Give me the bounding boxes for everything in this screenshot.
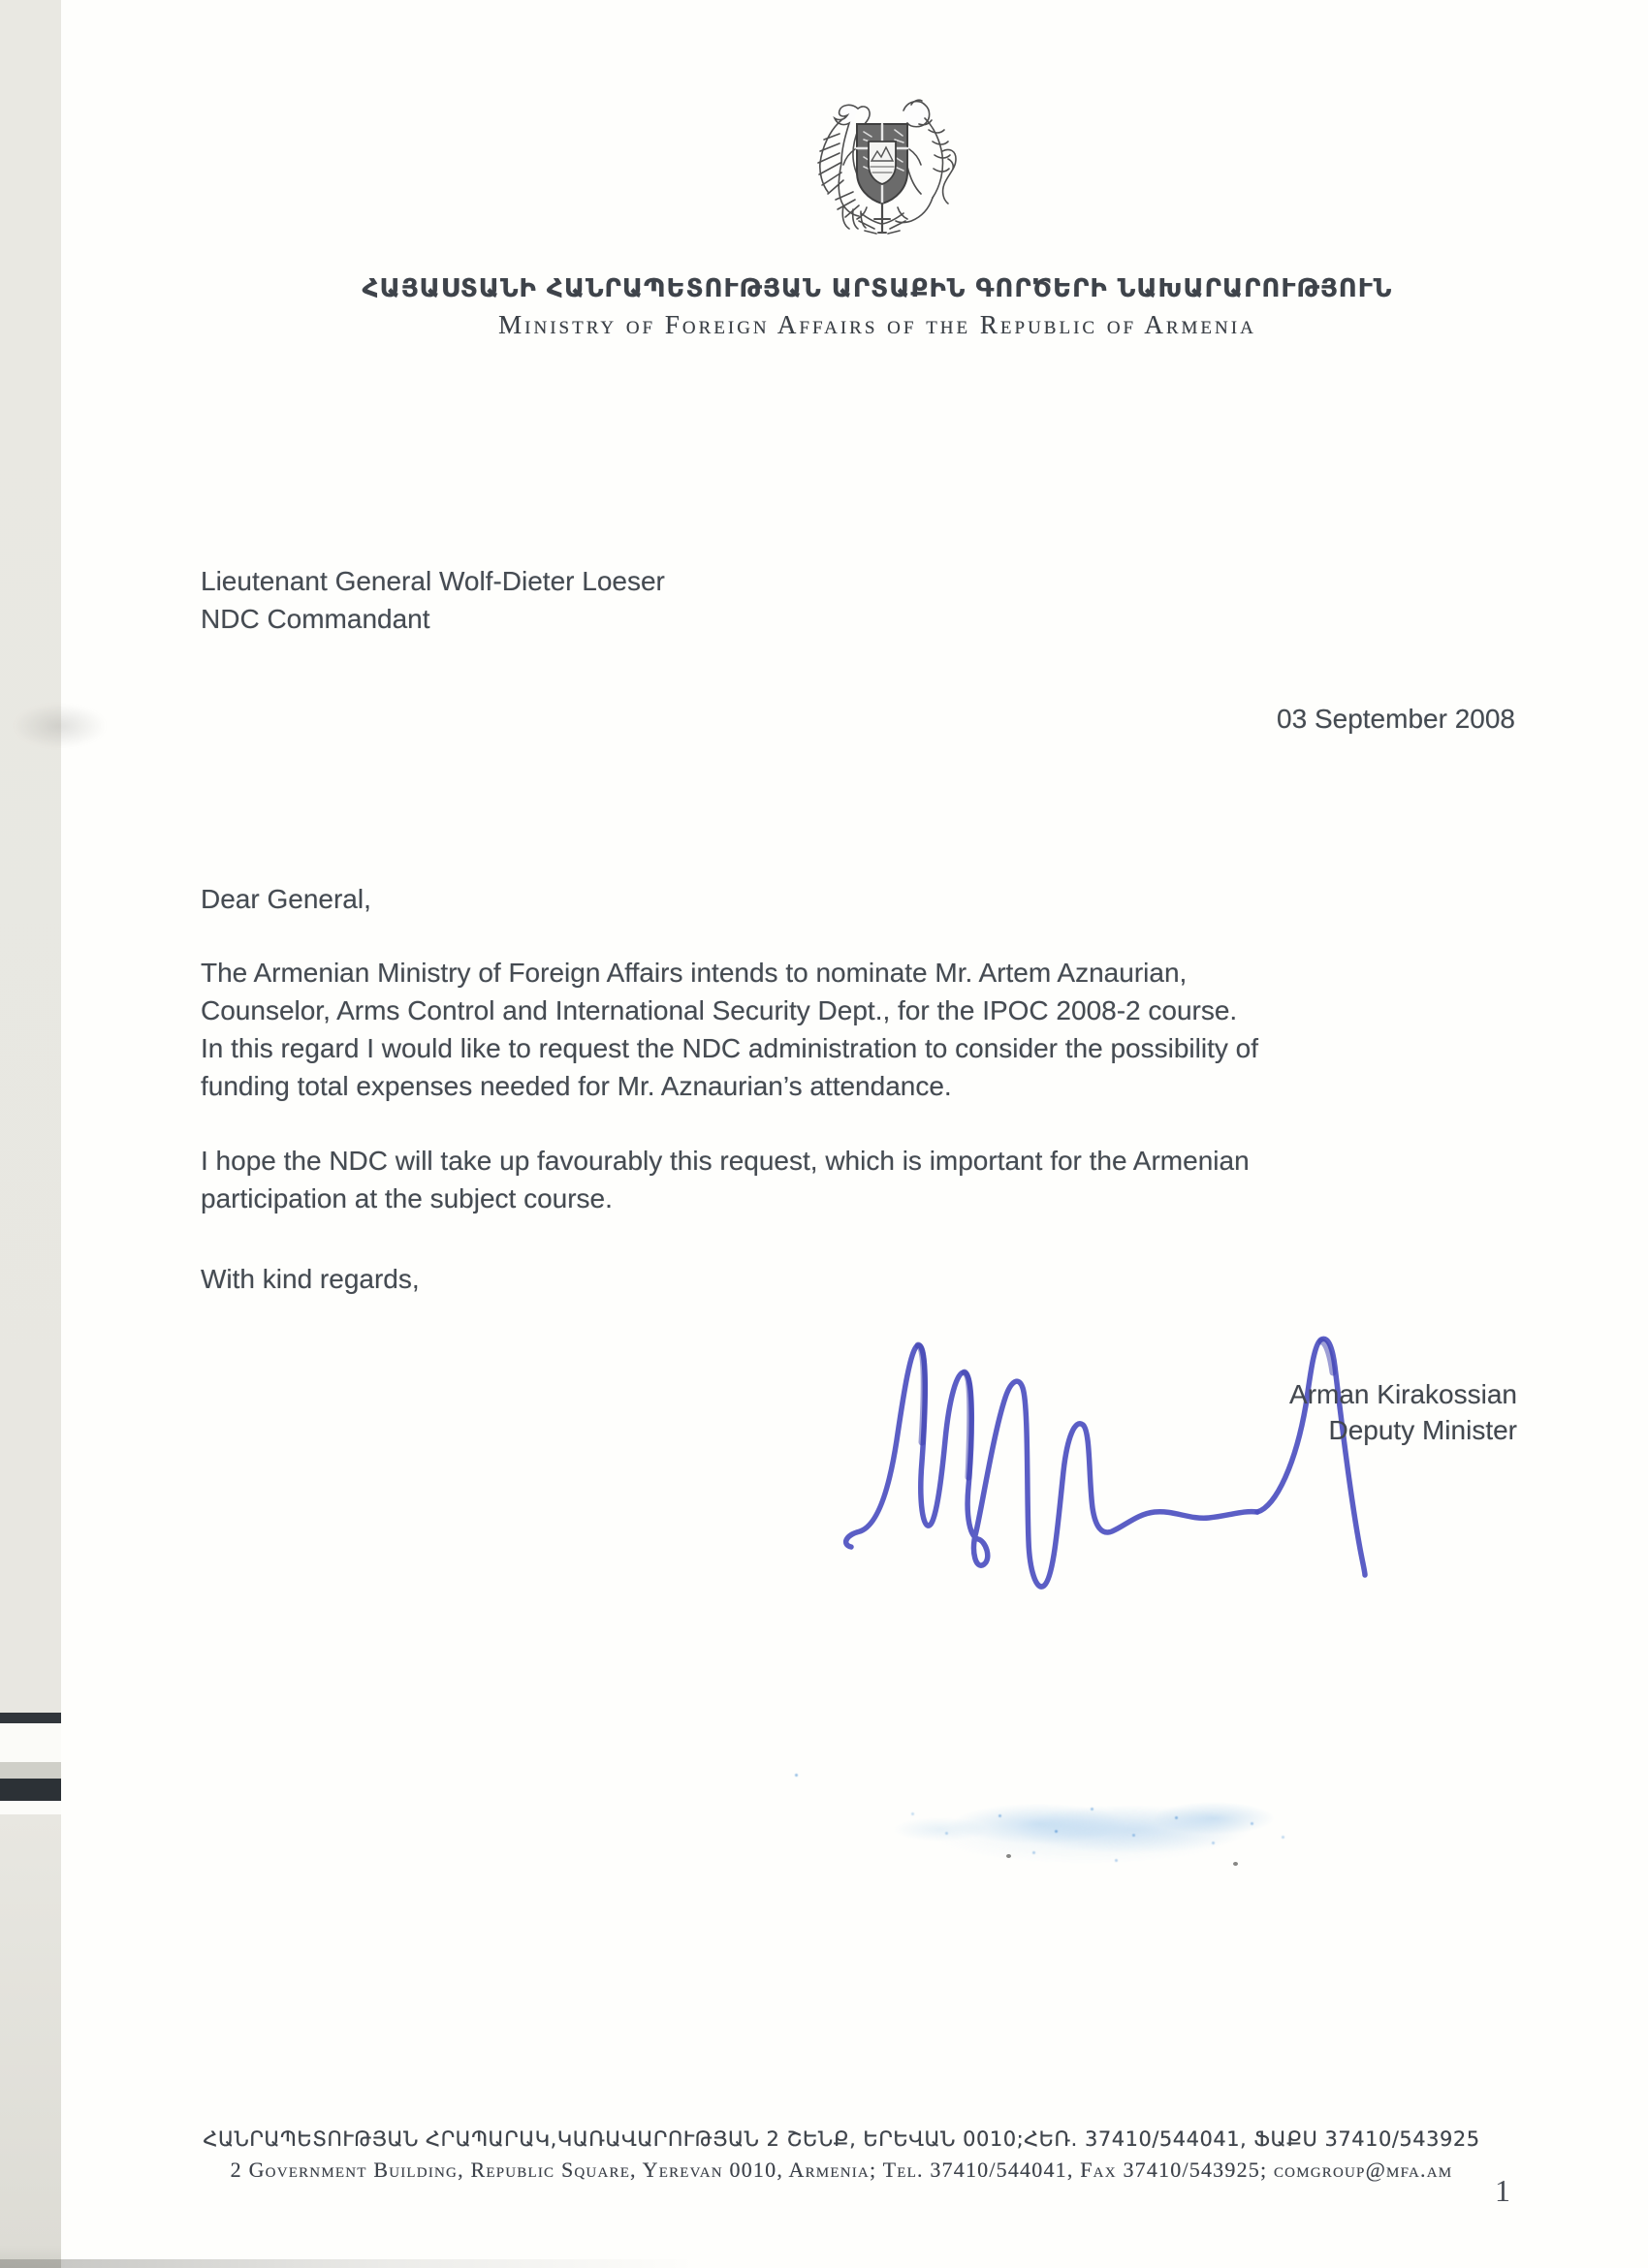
paragraph-1-line: In this regard I would like to request the NDC administration to consider the possibility of <box>201 1033 1258 1063</box>
signatory-block <box>1066 1376 1517 1448</box>
scan-band-dark <box>0 1713 61 1723</box>
scan-smudge <box>14 704 107 748</box>
scan-band-white <box>0 1723 61 1762</box>
scan-fleck <box>1006 1854 1011 1858</box>
letterhead <box>204 272 1551 344</box>
paragraph-1-line: Counselor, Arms Control and International Security Dept., for the IPOC 2008-2 course. <box>201 995 1238 1025</box>
scan-fleck <box>1233 1862 1238 1866</box>
scan-edge-strip <box>0 0 61 2268</box>
footer <box>0 2125 1648 2186</box>
recipient-role: NDC Commandant <box>201 604 430 634</box>
handwritten-signature-icon <box>829 1316 1459 1597</box>
paragraph-1-line: funding total expenses needed for Mr. Aznaurian’s attendance. <box>201 1071 952 1101</box>
recipient-name: Lieutenant General Wolf-Dieter Loeser <box>201 566 665 596</box>
salutation: Dear General, <box>201 884 371 914</box>
footer-english-address: 2 Government Building, Republic Square, Yerevan 0010, Armenia; Tel. 37410/544041, Fax 37410/543925; comgroup@mfa.am <box>230 2158 1453 2182</box>
signature-stroke <box>1257 1339 1365 1575</box>
ink-speckle-cloud <box>795 1774 1377 1885</box>
scan-band-dark <box>0 1779 61 1801</box>
letterhead-english-title: Ministry of Foreign Affairs of the Republic of Armenia <box>498 310 1256 339</box>
scan-band-white <box>0 1801 61 1814</box>
paragraph-1 <box>201 954 1258 1105</box>
paragraph-2-line: I hope the NDC will take up favourably this request, which is important for the Armenian <box>201 1146 1250 1176</box>
ink-speckle-dots <box>795 1774 798 1777</box>
paragraph-2 <box>201 1142 1250 1217</box>
letterhead-armenian-title: ՀԱՅԱՍՏԱՆԻ ՀԱՆՐԱՊԵՏՈՒԹՅԱՆ ԱՐՏԱՔԻՆ ԳՈՐԾԵՐԻ ՆԱԽԱՐԱՐՈՒԹՅՈՒՆ <box>362 274 1393 303</box>
signatory-name: Arman Kirakossian <box>1289 1379 1517 1409</box>
page-number: 1 <box>1495 2173 1510 2208</box>
scan-band-gray <box>0 1762 61 1779</box>
scan-bottom-shadow <box>0 2259 698 2268</box>
recipient-block <box>201 562 665 638</box>
armenia-coat-of-arms-icon <box>803 91 963 238</box>
closing-line: With kind regards, <box>201 1264 420 1294</box>
paragraph-2-line: participation at the subject course. <box>201 1183 613 1213</box>
footer-armenian-address: ՀԱՆՐԱՊԵՏՈՒԹՅԱՆ ՀՐԱՊԱՐԱԿ,ԿԱՌԱՎԱՐՈՒԹՅԱՆ 2 ՇԵՆՔ, ԵՐԵՎԱՆ 0010;ՀԵՌ. 37410/544041, ՖԱՔՍ 37410/543925 <box>203 2127 1480 2151</box>
paragraph-1-line: The Armenian Ministry of Foreign Affairs intends to nominate Mr. Artem Aznaurian, <box>201 958 1188 988</box>
letter-date: 03 September 2008 <box>1277 704 1515 734</box>
signatory-title: Deputy Minister <box>1328 1415 1517 1445</box>
